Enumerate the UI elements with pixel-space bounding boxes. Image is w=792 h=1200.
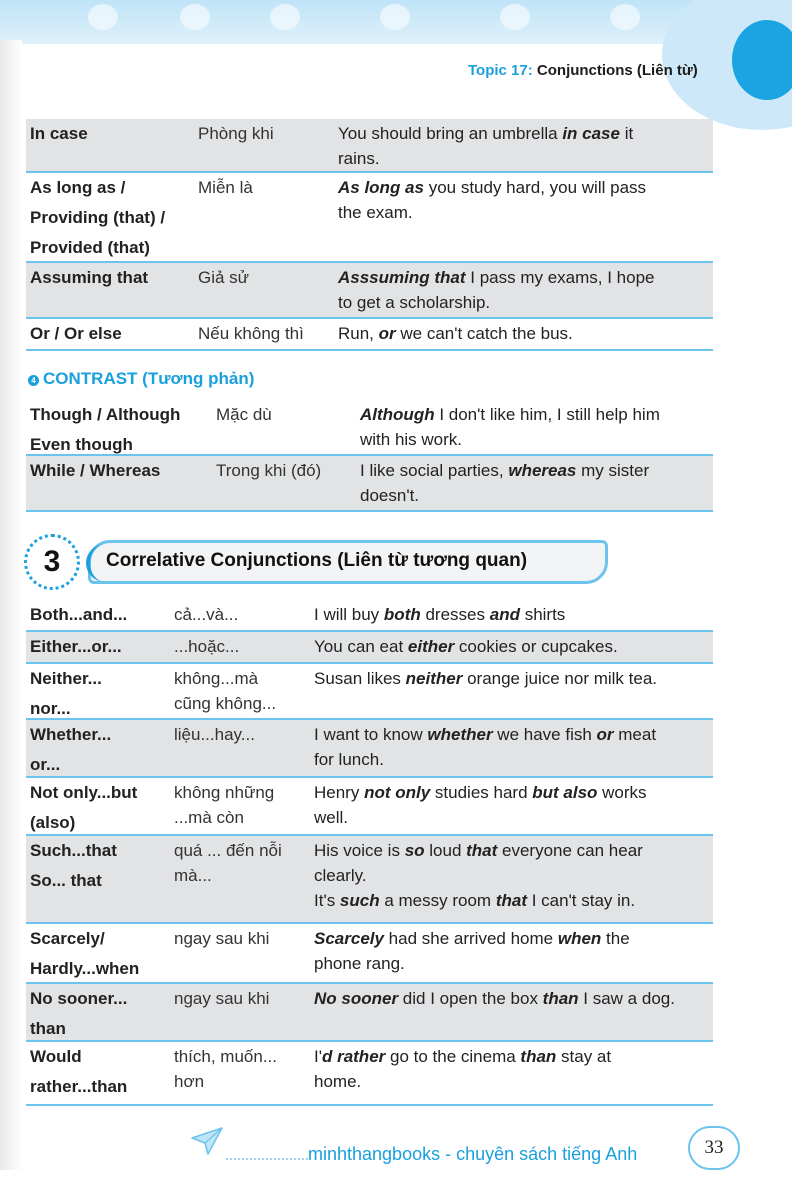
- example-cell: [310, 1042, 713, 1094]
- table-row: [26, 263, 713, 319]
- example-text: meat: [613, 725, 657, 744]
- term-text: Scarcely/: [30, 929, 105, 948]
- paper-plane-icon: [190, 1124, 224, 1158]
- example-text: doesn't.: [360, 486, 420, 505]
- example-text: You can eat: [314, 637, 408, 656]
- conjunction-highlight: but also: [532, 783, 598, 802]
- example-line: [338, 200, 709, 225]
- example-text: go to the cinema: [385, 1047, 521, 1066]
- example-text: dresses: [420, 605, 490, 624]
- term-cell: [26, 600, 170, 630]
- example-text: I saw a dog.: [578, 989, 675, 1008]
- term-text: In case: [30, 124, 88, 143]
- table-row: [26, 778, 713, 836]
- decor-dot: [610, 4, 640, 30]
- conjunction-highlight: As long as: [338, 178, 424, 197]
- example-line: [314, 780, 709, 805]
- example-cell: [310, 836, 713, 913]
- example-text: studies hard: [430, 783, 533, 802]
- example-cell: [310, 664, 713, 691]
- table-row: [26, 173, 713, 263]
- meaning-text: thích, muốn...: [174, 1047, 277, 1066]
- example-cell: [334, 263, 713, 315]
- example-text: a messy room: [379, 891, 496, 910]
- example-text: Susan likes: [314, 669, 406, 688]
- example-cell: [356, 400, 713, 452]
- term-text: Hardly...when: [30, 959, 140, 978]
- term-text: Neither...: [30, 669, 102, 688]
- meaning-text: Miễn là: [198, 178, 253, 197]
- example-text: stay at: [556, 1047, 612, 1066]
- meaning-text: mà...: [174, 866, 212, 885]
- example-line: [314, 747, 709, 772]
- term-text: Both...and...: [30, 605, 128, 624]
- example-cell: [334, 319, 713, 346]
- page-number: 33: [688, 1126, 740, 1170]
- table-row: [26, 456, 713, 512]
- term-text: As long as /: [30, 178, 126, 197]
- example-text: it: [619, 124, 634, 143]
- meaning-text: ...mà còn: [174, 808, 244, 827]
- conjunction-highlight: either: [407, 637, 455, 656]
- example-line: [338, 146, 709, 171]
- meaning-text: ngay sau khi: [174, 989, 270, 1008]
- contrast-heading: [28, 369, 254, 389]
- decor-dot: [500, 4, 530, 30]
- term-text: than: [30, 1019, 66, 1038]
- example-line: [314, 863, 709, 888]
- example-cell: [310, 720, 713, 772]
- conjunction-highlight: or: [378, 324, 396, 343]
- example-cell: [334, 173, 713, 225]
- section-title: Correlative Conjunctions (Liên từ tương quan): [106, 550, 528, 571]
- meaning-cell: [170, 664, 310, 716]
- term-cell: [26, 263, 194, 293]
- example-text: His voice is: [314, 841, 405, 860]
- page-header: [468, 62, 698, 79]
- example-text: phone rang.: [314, 954, 405, 973]
- table-row: [26, 664, 713, 720]
- meaning-text: cả...và...: [174, 605, 239, 624]
- meaning-text: ngay sau khi: [174, 929, 270, 948]
- term-cell: [26, 400, 212, 460]
- term-text: or...: [30, 755, 61, 774]
- example-text: had she arrived home: [383, 929, 558, 948]
- meaning-cell: [212, 456, 356, 483]
- conjunction-highlight: or: [596, 725, 614, 744]
- example-text: well.: [314, 808, 349, 827]
- example-line: [314, 634, 709, 659]
- example-line: [314, 838, 709, 863]
- decor-dot: [270, 4, 300, 30]
- table-row: [26, 400, 713, 456]
- example-text: Run,: [338, 324, 379, 343]
- term-cell: [26, 984, 170, 1044]
- term-text: Provided (that): [30, 238, 150, 257]
- footer-dotted-line: [226, 1158, 308, 1160]
- conjunction-highlight: not only: [364, 783, 431, 802]
- example-text: I can't stay in.: [526, 891, 636, 910]
- example-line: [314, 722, 709, 747]
- example-text: we can't catch the bus.: [395, 324, 573, 343]
- example-line: [314, 986, 709, 1011]
- meaning-cell: [170, 778, 310, 830]
- example-cell: [310, 924, 713, 976]
- example-line: [360, 458, 709, 483]
- example-text: home.: [314, 1072, 362, 1091]
- term-text: rather...than: [30, 1077, 128, 1096]
- correlative-table: [26, 600, 713, 1106]
- conjunction-highlight: that: [495, 891, 527, 910]
- table-row: [26, 600, 713, 632]
- example-text: the exam.: [338, 203, 413, 222]
- conjunction-highlight: d rather: [321, 1047, 386, 1066]
- meaning-text: ...hoặc...: [174, 637, 240, 656]
- term-text: While / Whereas: [30, 461, 161, 480]
- example-text: clearly.: [314, 866, 367, 885]
- table-row: [26, 836, 713, 924]
- example-text: did I open the box: [398, 989, 543, 1008]
- conjunction-highlight: in case: [562, 124, 620, 143]
- decor-dot: [380, 4, 410, 30]
- example-line: [338, 265, 709, 290]
- conjunction-highlight: and: [489, 605, 520, 624]
- table-row: [26, 119, 713, 173]
- term-text: Providing (that) /: [30, 208, 166, 227]
- example-line: [314, 666, 709, 691]
- example-line: [338, 321, 709, 346]
- term-text: (also): [30, 813, 76, 832]
- example-text: my sister: [576, 461, 650, 480]
- conjunction-highlight: than: [542, 989, 579, 1008]
- example-line: [314, 951, 709, 976]
- contrast-heading-text: CONTRAST (Tương phản): [43, 369, 255, 388]
- example-text: cookies or cupcakes.: [454, 637, 618, 656]
- example-text: we have fish: [492, 725, 597, 744]
- example-cell: [310, 984, 713, 1011]
- term-text: So... that: [30, 871, 102, 890]
- example-text: works: [597, 783, 647, 802]
- example-line: [360, 427, 709, 452]
- page-gutter: [0, 40, 22, 1170]
- meaning-text: cũng không...: [174, 694, 277, 713]
- conjunction-highlight: Scarcely: [314, 929, 384, 948]
- example-line: [360, 402, 709, 427]
- meaning-text: Giả sử: [198, 268, 250, 287]
- example-text: shirts: [519, 605, 566, 624]
- example-text: to get a scholarship.: [338, 293, 491, 312]
- meaning-cell: [170, 632, 310, 659]
- meaning-cell: [170, 600, 310, 627]
- term-cell: [26, 778, 170, 838]
- example-text: Henry: [314, 783, 365, 802]
- conjunction-highlight: Although: [360, 405, 435, 424]
- term-cell: [26, 319, 194, 349]
- example-line: [314, 602, 709, 627]
- footer-publisher: minhthangbooks - chuyên sách tiếng Anh: [308, 1144, 638, 1164]
- table-row: [26, 319, 713, 351]
- example-line: [314, 805, 709, 830]
- conjunction-highlight: when: [557, 929, 602, 948]
- table-row: [26, 720, 713, 778]
- example-cell: [310, 632, 713, 659]
- topic-label: Topic 17:: [468, 62, 533, 79]
- conjunction-highlight: such: [339, 891, 380, 910]
- table-row: [26, 924, 713, 984]
- meaning-cell: [194, 319, 334, 346]
- example-cell: [310, 778, 713, 830]
- meaning-text: Phòng khi: [198, 124, 274, 143]
- meaning-cell: [170, 836, 310, 888]
- example-line: [314, 1044, 709, 1069]
- term-cell: [26, 836, 170, 896]
- meaning-text: quá ... đến nỗi: [174, 841, 282, 860]
- section-number-badge: 3: [24, 534, 80, 590]
- meaning-cell: [170, 984, 310, 1011]
- term-text: Would: [30, 1047, 82, 1066]
- meaning-text: Nếu không thì: [198, 324, 304, 343]
- example-line: [360, 483, 709, 508]
- meaning-cell: [170, 720, 310, 747]
- conjunction-highlight: whereas: [508, 461, 577, 480]
- term-text: Such...that: [30, 841, 117, 860]
- conjunction-highlight: whether: [427, 725, 493, 744]
- table-row: [26, 632, 713, 664]
- example-text: with his work.: [360, 430, 463, 449]
- meaning-cell: [194, 173, 334, 200]
- term-text: No sooner...: [30, 989, 128, 1008]
- example-text: I don't like him, I still help him: [434, 405, 660, 424]
- example-text: everyone can hear: [497, 841, 643, 860]
- term-cell: [26, 720, 170, 780]
- example-text: I will buy: [314, 605, 384, 624]
- condition-table: [26, 119, 713, 351]
- meaning-cell: [170, 924, 310, 951]
- example-text: I': [314, 1047, 322, 1066]
- meaning-text: Mặc dù: [216, 405, 272, 424]
- example-text: You should bring an umbrella: [338, 124, 563, 143]
- term-text: Even though: [30, 435, 133, 454]
- decor-dot: [88, 4, 118, 30]
- example-text: orange juice nor milk tea.: [462, 669, 658, 688]
- example-line: [338, 175, 709, 200]
- conjunction-highlight: so: [404, 841, 425, 860]
- term-cell: [26, 173, 194, 263]
- meaning-text: không...mà: [174, 669, 259, 688]
- term-text: nor...: [30, 699, 71, 718]
- conjunction-highlight: No sooner: [314, 989, 399, 1008]
- example-text: I like social parties,: [360, 461, 509, 480]
- meaning-text: không những: [174, 783, 275, 802]
- meaning-text: liệu...hay...: [174, 725, 255, 744]
- conjunction-highlight: Asssuming that: [338, 268, 466, 287]
- topic-title: Conjunctions (Liên từ): [536, 62, 698, 79]
- bullet-icon: 4: [28, 375, 39, 386]
- example-text: It's: [314, 891, 340, 910]
- meaning-text: Trong khi (đó): [216, 461, 322, 480]
- term-cell: [26, 456, 212, 486]
- example-line: [314, 888, 709, 913]
- meaning-cell: [212, 400, 356, 427]
- example-line: [338, 290, 709, 315]
- term-cell: [26, 924, 170, 984]
- example-text: rains.: [338, 149, 380, 168]
- meaning-text: hơn: [174, 1072, 205, 1091]
- example-line: [338, 121, 709, 146]
- term-text: Not only...but: [30, 783, 138, 802]
- term-cell: [26, 119, 194, 149]
- contrast-table: [26, 400, 713, 512]
- example-text: the: [601, 929, 630, 948]
- example-text: you study hard, you will pass: [423, 178, 647, 197]
- term-text: Either...or...: [30, 637, 122, 656]
- table-row: [26, 1042, 713, 1106]
- table-row: [26, 984, 713, 1042]
- example-text: for lunch.: [314, 750, 384, 769]
- term-cell: [26, 1042, 170, 1102]
- meaning-cell: [194, 263, 334, 290]
- term-cell: [26, 664, 170, 724]
- conjunction-highlight: that: [466, 841, 498, 860]
- decor-dot: [180, 4, 210, 30]
- term-text: Or / Or else: [30, 324, 122, 343]
- example-line: [314, 1069, 709, 1094]
- conjunction-highlight: than: [520, 1047, 557, 1066]
- conjunction-highlight: both: [383, 605, 421, 624]
- example-text: I pass my exams, I hope: [465, 268, 655, 287]
- example-cell: [334, 119, 713, 171]
- example-text: I want to know: [314, 725, 428, 744]
- meaning-cell: [194, 119, 334, 146]
- example-cell: [310, 600, 713, 627]
- meaning-cell: [170, 1042, 310, 1094]
- example-line: [314, 926, 709, 951]
- term-cell: [26, 632, 170, 662]
- term-text: Whether...: [30, 725, 112, 744]
- example-cell: [356, 456, 713, 508]
- example-text: loud: [424, 841, 467, 860]
- term-text: Assuming that: [30, 268, 149, 287]
- term-text: Though / Although: [30, 405, 181, 424]
- conjunction-highlight: neither: [405, 669, 463, 688]
